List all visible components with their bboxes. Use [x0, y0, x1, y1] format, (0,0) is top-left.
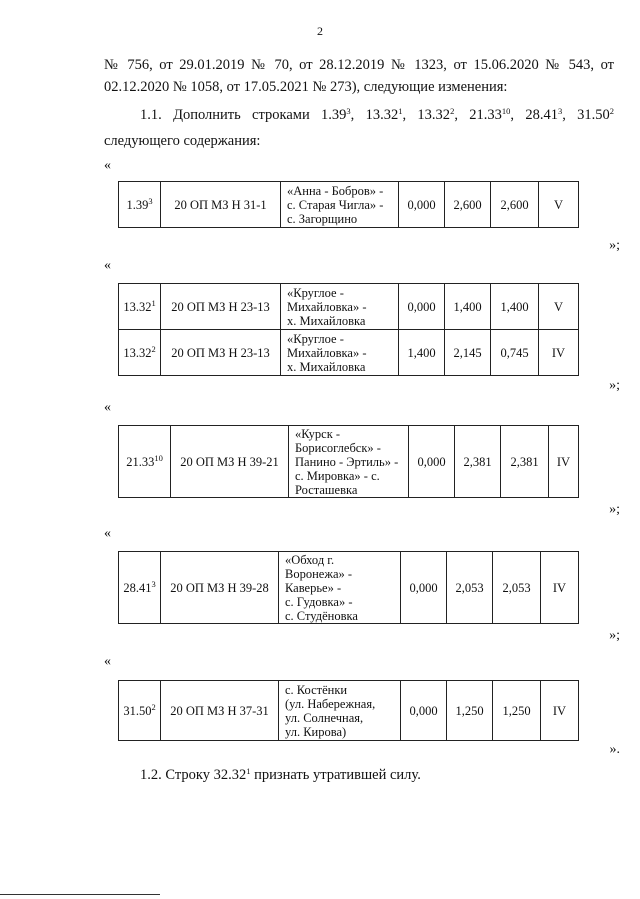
start-value: 0,000 [407, 197, 436, 212]
road-code: 20 ОП МЗ Н 23-13 [171, 299, 270, 314]
road-name-line: с. Гудовка» - [285, 594, 353, 609]
clause-sup: 1 [398, 106, 403, 116]
table-row [119, 681, 579, 741]
category-cell [539, 330, 579, 376]
end-value: 2,600 [453, 197, 482, 212]
open-quote: « [104, 158, 111, 173]
road-name-line: с. Костёнки [285, 682, 348, 697]
clause-text: , 13.32 [350, 107, 399, 123]
road-name-cell [281, 284, 399, 330]
category-value: V [553, 299, 564, 314]
row-number-cell [119, 681, 161, 741]
category-value: IV [551, 345, 566, 360]
road-code-cell [161, 330, 281, 376]
road-name-line: ул. Солнечная, [285, 710, 364, 725]
close-quote: ». [609, 742, 620, 757]
end-value: 2,381 [463, 454, 492, 469]
road-name-line: с. Мировка» - с. [295, 468, 380, 483]
end-value: 2,053 [455, 580, 484, 595]
row-number: 21.33 [126, 454, 155, 469]
road-name-line: х. Михайловка [287, 359, 366, 374]
clause-text: , 31.50 [562, 107, 610, 123]
road-name-cell [279, 681, 401, 741]
row-number-cell [119, 182, 161, 228]
road-name-cell [279, 552, 401, 624]
clause-sup: 3 [346, 106, 351, 116]
row-number: 28.41 [123, 580, 152, 595]
length-cell [501, 426, 549, 498]
road-code-cell [161, 681, 279, 741]
clause-sup: 10 [501, 106, 511, 116]
row-number-sup: 10 [154, 452, 163, 463]
length-cell [493, 681, 541, 741]
road-name-line: (ул. Набережная, [285, 696, 376, 711]
clause-text: признать утратившей силу. [250, 767, 421, 783]
end-value: 1,250 [455, 703, 484, 718]
road-name-line: Борисоглебск» - [295, 440, 381, 455]
road-code-cell [171, 426, 289, 498]
length-value: 2,381 [510, 454, 539, 469]
road-name-line: Росташевка [295, 482, 358, 497]
open-quote: « [104, 526, 111, 541]
end-cell [447, 552, 493, 624]
clause-text: 1.2. Строку 32.32 [140, 767, 247, 783]
road-code: 20 ОП МЗ Н 23-13 [171, 345, 270, 360]
clause-1-1-line-1 [140, 104, 614, 126]
close-quote: »; [609, 628, 620, 643]
road-name-line: Воронежа» - [285, 566, 353, 581]
length-value: 0,745 [500, 345, 529, 360]
category-cell [541, 552, 579, 624]
length-value: 2,600 [500, 197, 529, 212]
road-table-3 [118, 425, 579, 498]
category-cell [541, 681, 579, 741]
category-cell [539, 284, 579, 330]
road-name-line: с. Студёновка [285, 608, 358, 623]
category-value: IV [552, 703, 567, 718]
road-name-cell [281, 182, 399, 228]
open-quote: « [104, 654, 111, 669]
road-name-line: х. Михайловка [287, 313, 366, 328]
open-quote: « [104, 258, 111, 273]
clause-sup: 2 [609, 106, 615, 116]
table-row [119, 552, 579, 624]
clause-sup: 3 [557, 106, 563, 116]
clause-sup: 1 [246, 766, 251, 776]
start-value: 0,000 [407, 299, 436, 314]
table-row [119, 426, 579, 498]
clause-text: , 28.41 [510, 107, 558, 123]
close-quote: »; [609, 378, 620, 393]
end-value: 2,145 [453, 345, 482, 360]
category-value: IV [552, 580, 567, 595]
category-cell [539, 182, 579, 228]
road-name-line: Каверье» - [285, 580, 342, 595]
start-cell [399, 284, 445, 330]
road-code-cell [161, 182, 281, 228]
close-quote: »; [609, 238, 620, 253]
length-cell [491, 330, 539, 376]
start-cell [399, 182, 445, 228]
road-code-cell [161, 284, 281, 330]
intro-line-1: № 756, от 29.01.2019 № 70, от 28.12.2019 № 1323, от 15.06.2020 № 543, от [104, 57, 614, 73]
start-cell [399, 330, 445, 376]
road-name-line: ул. Кирова) [285, 724, 347, 739]
length-cell [493, 552, 541, 624]
intro-line-2: 02.12.2020 № 1058, от 17.05.2021 № 273), следующие изменения: [104, 79, 508, 95]
row-number-cell [119, 330, 161, 376]
start-value: 1,400 [407, 345, 436, 360]
road-name-line: Михайловка» - [287, 299, 367, 314]
start-value: 0,000 [409, 703, 438, 718]
end-cell [445, 284, 491, 330]
end-cell [447, 681, 493, 741]
road-table-5 [118, 680, 579, 741]
length-cell [491, 284, 539, 330]
clause-text: , 21.33 [454, 107, 502, 123]
length-value: 1,250 [502, 703, 531, 718]
table-row [119, 330, 579, 376]
road-code: 20 ОП МЗ Н 31-1 [174, 197, 267, 212]
category-cell [549, 426, 579, 498]
road-code: 20 ОП МЗ Н 39-21 [180, 454, 279, 469]
start-cell [401, 552, 447, 624]
road-table-2 [118, 283, 579, 376]
clause-text: , 13.32 [402, 107, 451, 123]
road-name-line: Панино - Эртиль» - [295, 454, 399, 469]
row-number-cell [119, 284, 161, 330]
road-code: 20 ОП МЗ Н 39-28 [170, 580, 269, 595]
road-name-line: Михайловка» - [287, 345, 367, 360]
road-name-cell [281, 330, 399, 376]
road-name-line: с. Загорщино [287, 211, 358, 226]
row-number: 13.32 [123, 345, 152, 360]
row-number: 31.50 [123, 703, 152, 718]
end-cell [455, 426, 501, 498]
length-value: 2,053 [502, 580, 531, 595]
end-value: 1,400 [453, 299, 482, 314]
clause-1-1-line-2: следующего содержания: [104, 133, 261, 149]
road-code: 20 ОП МЗ Н 37-31 [170, 703, 269, 718]
start-cell [401, 681, 447, 741]
length-cell [491, 182, 539, 228]
table-row [119, 284, 579, 330]
end-cell [445, 182, 491, 228]
category-value: V [553, 197, 564, 212]
road-code-cell [161, 552, 279, 624]
category-value: IV [556, 454, 571, 469]
open-quote: « [104, 400, 111, 415]
footnote-divider [0, 894, 160, 895]
length-value: 1,400 [500, 299, 529, 314]
road-name-cell [289, 426, 409, 498]
road-name-line: «Обход г. [285, 552, 335, 567]
start-cell [409, 426, 455, 498]
road-name-line: «Анна - Бобров» - [287, 183, 384, 198]
row-number: 1.39 [126, 197, 149, 212]
road-name-line: «Курск - [295, 426, 341, 441]
road-table-1 [118, 181, 579, 228]
row-number-cell [119, 552, 161, 624]
row-number: 13.32 [123, 299, 152, 314]
close-quote: »; [609, 502, 620, 517]
road-name-line: с. Старая Чигла» - [287, 197, 384, 212]
page-number: 2 [317, 24, 323, 38]
road-name-line: «Круглое - [287, 331, 344, 346]
start-value: 0,000 [409, 580, 438, 595]
road-table-4 [118, 551, 579, 624]
end-cell [445, 330, 491, 376]
clause-text: 1.1. Дополнить строками 1.39 [140, 107, 347, 123]
clause-sup: 2 [450, 106, 455, 116]
row-number-sup: 1 [151, 297, 156, 308]
row-number-sup: 3 [148, 195, 153, 206]
row-number-cell [119, 426, 171, 498]
row-number-sup: 3 [151, 578, 156, 589]
clause-1-2 [140, 764, 614, 786]
start-value: 0,000 [417, 454, 446, 469]
table-row [119, 182, 579, 228]
row-number-sup: 2 [151, 701, 156, 712]
road-name-line: «Круглое - [287, 285, 344, 300]
row-number-sup: 2 [151, 343, 156, 354]
